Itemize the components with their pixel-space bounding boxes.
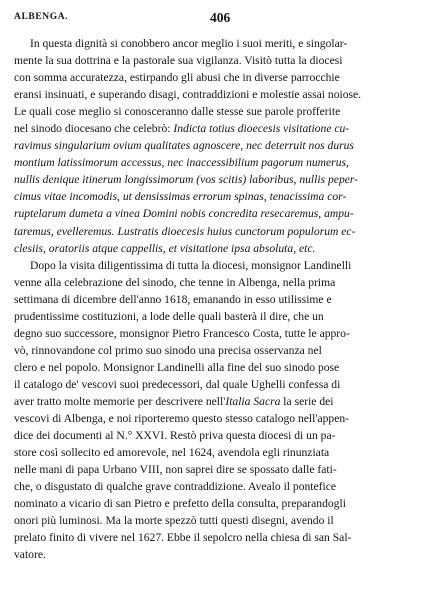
paragraph <box>14 35 409 257</box>
text-line: degno suo successore, monsignor Pietro Francesco Costa, tutte le appro- <box>14 326 350 340</box>
text-line: dice dei documenti al N.° XXVI. Restò priva questa diocesi di un pa- <box>14 429 336 443</box>
body-text <box>14 35 409 563</box>
text-line: onori più luminosi. Ma la morte spezzò tutti questi disegni, avendo il <box>14 514 334 528</box>
text-line: aver tratto molte memorie per descrivere nell'Italia Sacra la serie dei <box>14 394 334 408</box>
text-line: store così sollecito ed amorevole, nel 1624, avendola egli rinunziata <box>14 446 330 460</box>
text-line: clero e nel popolo. Monsignor Landinelli alla fine del suo sinodo pose <box>14 360 340 374</box>
text-line: che, o disgustato di qualche grave contraddizione. Avealo il pontefice <box>14 480 337 494</box>
text-line: con somma accuratezza, estirpando gli abusi che in diverse parrocchie <box>14 71 340 85</box>
text-line: nelle mani di papa Urbano VIII, non saprei dire se spossato dalle fati- <box>14 463 337 477</box>
running-head <box>14 11 409 25</box>
running-title: ALBENGA. <box>14 12 69 22</box>
text-line: il catalogo de' vescovi suoi predecessori, dal quale Ughelli confessa di <box>14 377 341 391</box>
text-line: taremus, evelleremus. Lustratis dioecesis huius cunctorum populorum ec- <box>14 224 356 238</box>
text-line: clesiis, oratoriis atque cappellis, et visitatione ipsa absoluta, etc. <box>14 241 316 255</box>
text-line: ruptelarum dumeta a vinea Domini nobis concredita resecaremus, ampu- <box>14 207 354 221</box>
page-number: 406 <box>210 10 231 25</box>
text-line: nominato a vicario di san Pietro e prefetto della consulta, preparandogli <box>14 497 346 511</box>
text-line: venne alla celebrazione del sinodo, che tenne in Albenga, nella prima <box>14 275 336 289</box>
text-line: nel sinodo diocesano che celebrò: Indicta totius dioecesis visitatione cu- <box>14 122 350 136</box>
text-line: eransi insinuati, e superando disagi, contraddizioni e molestie assai noiose. <box>14 88 362 102</box>
text-line: montium latissimorum accessus, nec inaccessibilium pagorum numerus, <box>14 156 349 170</box>
text-line: cimus vitae incomodis, ut densissimas errorum spinas, tenacissima cor- <box>14 190 347 204</box>
text-line: settimana di dicembre dell'anno 1618, emanando in esso utilissime e <box>14 292 332 306</box>
text-line: prelato finito di vivere nel 1627. Ebbe il sepolcro nella chiesa di san Sal- <box>14 531 352 545</box>
text-line: nullis denique itinerum longissimorum (vos scitis) laboribus, nullis peper- <box>14 173 359 187</box>
text-line: Le quali cose meglio si conosceranno dalle stesse sue parole profferite <box>14 105 341 119</box>
text-line: Dopo la visita diligentissima di tutta la diocesi, monsignor Landinelli <box>30 258 352 272</box>
text-line: ravimus singularium ovium qualitates agnoscere, nec deterruit nos durus <box>14 139 354 153</box>
paragraph <box>14 257 409 564</box>
text-line: In questa dignità si conobbero ancor meglio i suoi meriti, e singolar- <box>30 37 348 50</box>
text-line: vescovi di Albenga, e noi riporteremo questo stesso catalogo nell'appen- <box>14 412 349 426</box>
text-line: mente la sua dottrina e la pastorale sua vigilanza. Visitò tutta la diocesi <box>14 54 343 68</box>
text-line: vò, rinnovandone col primo suo sinodo una precisa osservanza nel <box>14 343 322 357</box>
text-line: prudentissime costituzioni, a lode delle quali basterà il dire, che un <box>14 309 324 323</box>
text-line: vatore. <box>14 548 46 562</box>
